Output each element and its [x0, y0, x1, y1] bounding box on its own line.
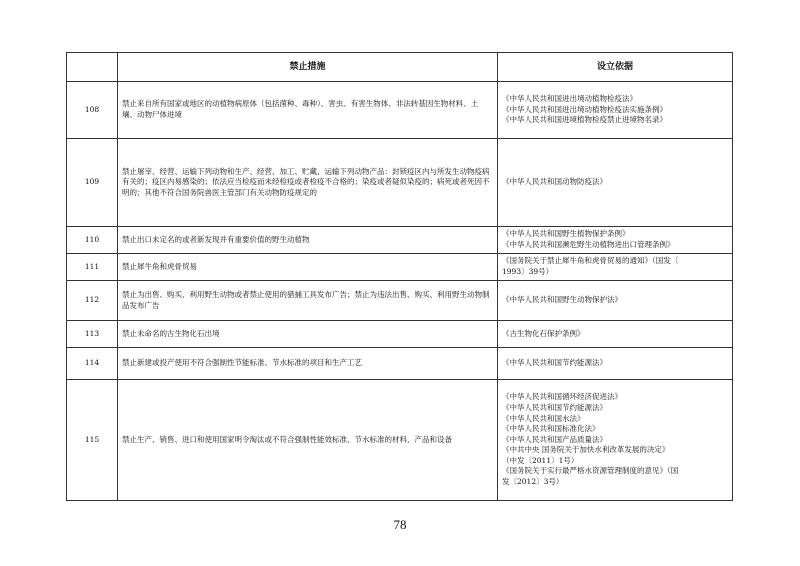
page-number: 78 [393, 517, 407, 532]
measure-text: 禁止未命名的古生物化石出境 [118, 321, 498, 348]
row-number: 112 [67, 281, 118, 321]
basis-line: 《国务院关于禁止犀牛角和虎骨贸易的通知》（国发〔 [502, 256, 679, 266]
basis-line: 《中华人民共和国野生动物保护法》 [502, 295, 622, 305]
basis-line: 《中华人民共和国节约能源法》 [502, 402, 607, 412]
row-number: 113 [67, 321, 118, 348]
row-number: 108 [67, 82, 118, 139]
basis-cell [498, 321, 733, 348]
basis-cell [498, 82, 733, 139]
row-number: 111 [67, 254, 118, 281]
measure-text: 禁止犀牛角和虎骨贸易 [118, 254, 498, 281]
table-row [67, 321, 733, 348]
basis-line: 《中华人民共和国进出境动植物检疫法实施条例》 [502, 104, 667, 114]
header-num [67, 53, 118, 82]
basis-line: 《国务院关于实行最严格水资源管理制度的意见》（国 [502, 466, 679, 476]
basis-line: 《中华人民共和国节约能源法》 [502, 358, 607, 368]
basis-line: 《中华人民共和国循环经济促进法》 [502, 392, 622, 402]
basis-line: 《中共中央 国务院关于加快水利改革发展的决定》 [502, 445, 670, 455]
measure-text: 禁止生产、销售、进口和使用国家明令淘汰或不符合强制性能效标准、节水标准的材料、产品和设备 [118, 380, 498, 501]
basis-line: 《中华人民共和国进出境动植物检疫法》 [502, 94, 637, 104]
measures-table [66, 52, 733, 501]
table-row [67, 281, 733, 321]
basis-cell [498, 380, 733, 501]
header-basis: 设立依据 [498, 53, 733, 82]
measure-text: 禁止为出售、购买、利用野生动物或者禁止使用的猎捕工具发布广告；禁止为违法出售、购买、利用野生动物制品发布广告 [118, 281, 498, 321]
basis-line: 《古生物化石保护条例》 [502, 328, 585, 338]
table-row [67, 380, 733, 501]
table-row [67, 82, 733, 139]
table-row [67, 139, 733, 227]
measure-text: 禁止屠宰、经营、运输下列动物和生产、经营、加工、贮藏、运输下列动物产品：封锁疫区内与所发生动物疫病有关的；疫区内易感染的；依法应当检疫而未经检疫或者检疫不合格的；染疫或者疑似染疫的；病死或者死因不明的；其他不符合国务院兽医主管部门有关动物防疫规定的 [118, 139, 498, 227]
measure-text: 禁止新建或投产使用不符合强制性节能标准、节水标准的项目和生产工艺 [118, 348, 498, 380]
basis-line: 《中华人民共和国标准化法》 [502, 424, 600, 434]
basis-line: （中发〔2011〕1号） [502, 455, 579, 465]
table-row [67, 348, 733, 380]
table-row [67, 227, 733, 254]
basis-cell [498, 227, 733, 254]
row-number: 115 [67, 380, 118, 501]
table-row [67, 254, 733, 281]
basis-cell [498, 139, 733, 227]
row-number: 110 [67, 227, 118, 254]
basis-line: 《中华人民共和国水法》 [502, 413, 585, 423]
measure-text: 禁止出口未定名的或者新发现并有重要价值的野生动植物 [118, 227, 498, 254]
basis-line: 《中华人民共和国野生植物保护条例》 [502, 229, 630, 239]
basis-line: 《中华人民共和国濒危野生动植物进出口管理条例》 [502, 240, 675, 249]
basis-cell [498, 281, 733, 321]
basis-cell [498, 348, 733, 380]
basis-line: 发〔2012〕3号） [502, 477, 564, 487]
row-number: 114 [67, 348, 118, 380]
basis-line: 《中华人民共和国进境植物检疫禁止进境物名录》 [502, 115, 667, 125]
basis-cell [498, 254, 733, 281]
measure-text: 禁止来自所有国家或地区的动植物病原体（包括菌种、毒种）、害虫、有害生物体、非法转基因生物材料、土壤、动物尸体进境 [118, 82, 498, 139]
row-number: 109 [67, 139, 118, 227]
header-measure: 禁止措施 [118, 53, 498, 82]
table-header-row [67, 53, 733, 82]
basis-line: 《中华人民共和国产品质量法》 [502, 434, 607, 444]
basis-line: 1993〕39号） [502, 267, 554, 276]
basis-line: 《中华人民共和国动物防疫法》 [502, 177, 607, 187]
